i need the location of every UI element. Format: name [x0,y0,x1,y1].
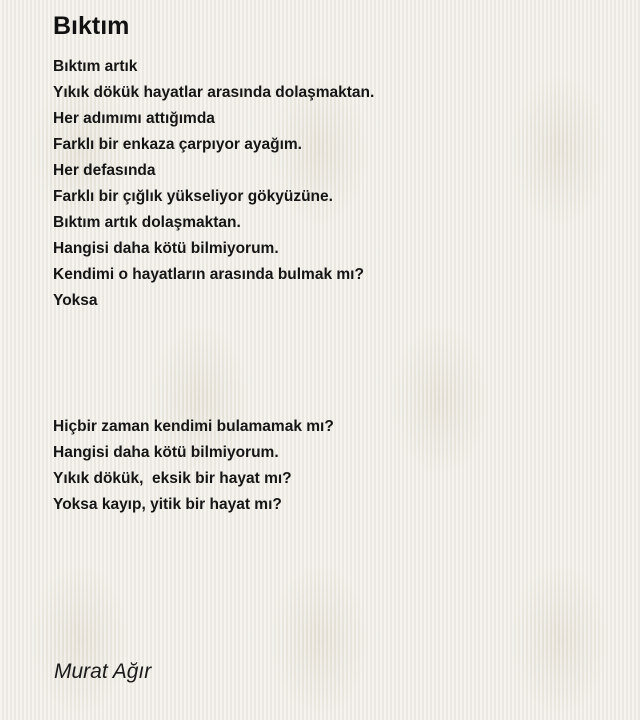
poem-line: Kendimi o hayatların arasında bulmak mı? [53,266,364,283]
poem-line: Yoksa kayıp, yitik bir hayat mı? [53,496,282,513]
poem-line: Hangisi daha kötü bilmiyorum. [53,444,279,461]
poem-line: Hiçbir zaman kendimi bulamamak mı? [53,418,334,435]
poem-title: Bıktım [53,12,130,40]
poem-line: Yıkık dökük, eksik bir hayat mı? [53,470,292,487]
poem-stanza-2 [53,414,334,518]
poem-line: Yoksa [53,292,98,309]
poem-line: Her defasında [53,162,156,179]
poem-line: Yıkık dökük hayatlar arasında dolaşmaktan. [53,84,375,101]
poem-line: Her adımımı attığımda [53,110,215,127]
poem-author: Murat Ağır [54,660,152,683]
poem-line: Bıktım artık dolaşmaktan. [53,214,241,231]
poem-line: Farklı bir çığlık yükseliyor gökyüzüne. [53,188,333,205]
poem-line: Bıktım artık [53,58,138,75]
poem-line: Hangisi daha kötü bilmiyorum. [53,240,279,257]
poem-line: Farklı bir enkaza çarpıyor ayağım. [53,136,302,153]
poem-stanza-1 [53,54,374,314]
